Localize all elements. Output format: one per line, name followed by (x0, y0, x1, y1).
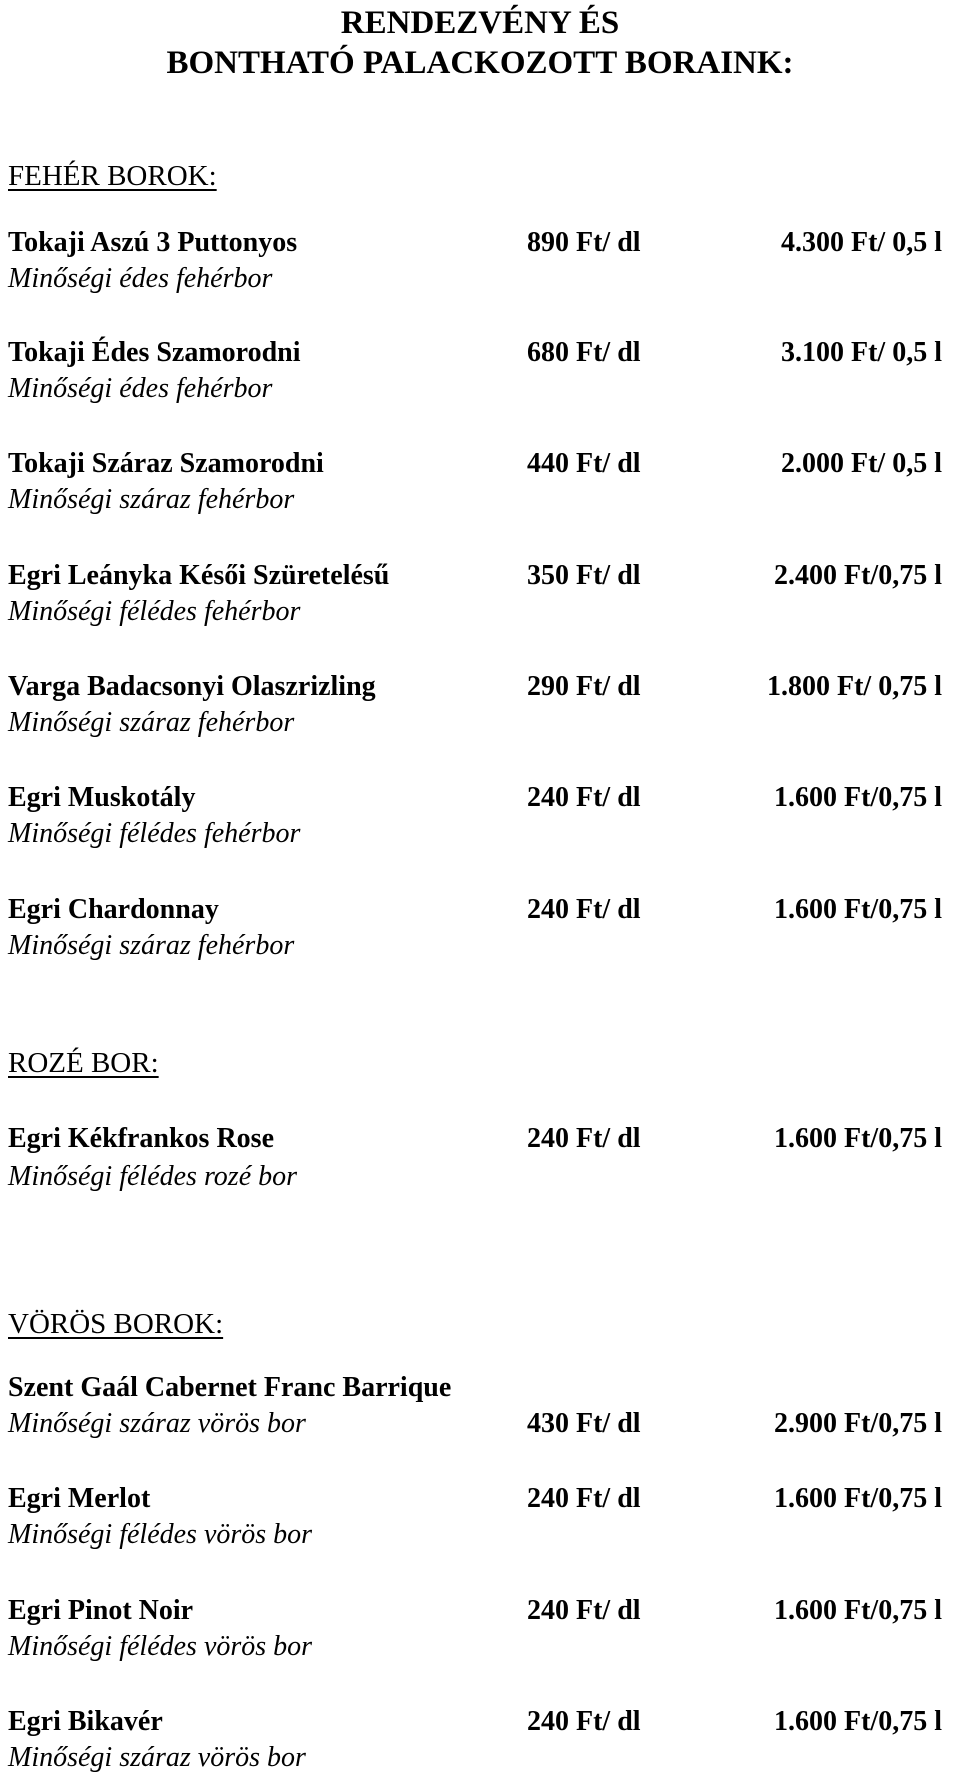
wine-name: Egri Kékfrankos Rose (8, 1123, 274, 1154)
price-per-dl: 430 Ft/ dl (527, 1408, 641, 1439)
wine-name: Egri Leányka Késői Szüretelésű (8, 560, 390, 591)
section-heading-red: VÖRÖS BOROK: (8, 1308, 224, 1340)
wine-name: Egri Chardonnay (8, 894, 219, 925)
wine-name: Tokaji Száraz Szamorodni (8, 448, 324, 479)
price-per-bottle: 2.000 Ft/ 0,5 l (781, 448, 942, 479)
price-per-bottle: 4.300 Ft/ 0,5 l (781, 227, 942, 258)
wine-description: Minőségi félédes vörös bor (8, 1631, 313, 1662)
wine-name: Tokaji Aszú 3 Puttonyos (8, 227, 298, 258)
wine-name: Egri Muskotály (8, 782, 196, 813)
wine-description: Minőségi félédes rozé bor (8, 1161, 298, 1192)
wine-name: Egri Merlot (8, 1483, 151, 1514)
price-per-dl: 350 Ft/ dl (527, 560, 641, 591)
price-per-dl: 240 Ft/ dl (527, 1123, 641, 1154)
price-per-bottle: 1.600 Ft/0,75 l (774, 1483, 942, 1514)
page-title-line-2: BONTHATÓ PALACKOZOTT BORAINK: (166, 45, 794, 81)
price-per-dl: 890 Ft/ dl (527, 227, 641, 258)
price-per-dl: 240 Ft/ dl (527, 1483, 641, 1514)
section-heading-white: FEHÉR BOROK: (8, 160, 217, 192)
price-per-dl: 240 Ft/ dl (527, 782, 641, 813)
price-per-dl: 290 Ft/ dl (527, 671, 641, 702)
price-per-bottle: 2.900 Ft/0,75 l (774, 1408, 942, 1439)
price-per-bottle: 1.600 Ft/0,75 l (774, 894, 942, 925)
wine-name: Egri Pinot Noir (8, 1595, 194, 1626)
price-per-bottle: 2.400 Ft/0,75 l (774, 560, 942, 591)
wine-description: Minőségi száraz vörös bor (8, 1742, 306, 1773)
wine-description: Minőségi édes fehérbor (8, 263, 273, 294)
wine-description: Minőségi félédes vörös bor (8, 1519, 313, 1550)
price-per-bottle: 1.600 Ft/0,75 l (774, 1706, 942, 1737)
price-per-bottle: 3.100 Ft/ 0,5 l (781, 337, 942, 368)
page-title-line-1: RENDEZVÉNY ÉS (340, 5, 620, 41)
wine-name: Szent Gaál Cabernet Franc Barrique (8, 1372, 452, 1403)
price-per-bottle: 1.600 Ft/0,75 l (774, 1595, 942, 1626)
wine-description: Minőségi száraz fehérbor (8, 484, 295, 515)
wine-description: Minőségi édes fehérbor (8, 373, 273, 404)
price-per-bottle: 1.800 Ft/ 0,75 l (767, 671, 942, 702)
wine-name: Tokaji Édes Szamorodni (8, 337, 301, 368)
price-per-dl: 680 Ft/ dl (527, 337, 641, 368)
wine-name: Varga Badacsonyi Olaszrizling (8, 671, 376, 702)
wine-description: Minőségi száraz vörös bor (8, 1408, 306, 1439)
wine-name: Egri Bikavér (8, 1706, 163, 1737)
wine-description: Minőségi félédes fehérbor (8, 818, 301, 849)
price-per-dl: 440 Ft/ dl (527, 448, 641, 479)
wine-description: Minőségi száraz fehérbor (8, 930, 295, 961)
price-per-bottle: 1.600 Ft/0,75 l (774, 782, 942, 813)
section-heading-rose: ROZÉ BOR: (8, 1047, 159, 1079)
price-per-dl: 240 Ft/ dl (527, 1706, 641, 1737)
price-per-bottle: 1.600 Ft/0,75 l (774, 1123, 942, 1154)
price-per-dl: 240 Ft/ dl (527, 894, 641, 925)
wine-description: Minőségi félédes fehérbor (8, 596, 301, 627)
wine-description: Minőségi száraz fehérbor (8, 707, 295, 738)
price-per-dl: 240 Ft/ dl (527, 1595, 641, 1626)
